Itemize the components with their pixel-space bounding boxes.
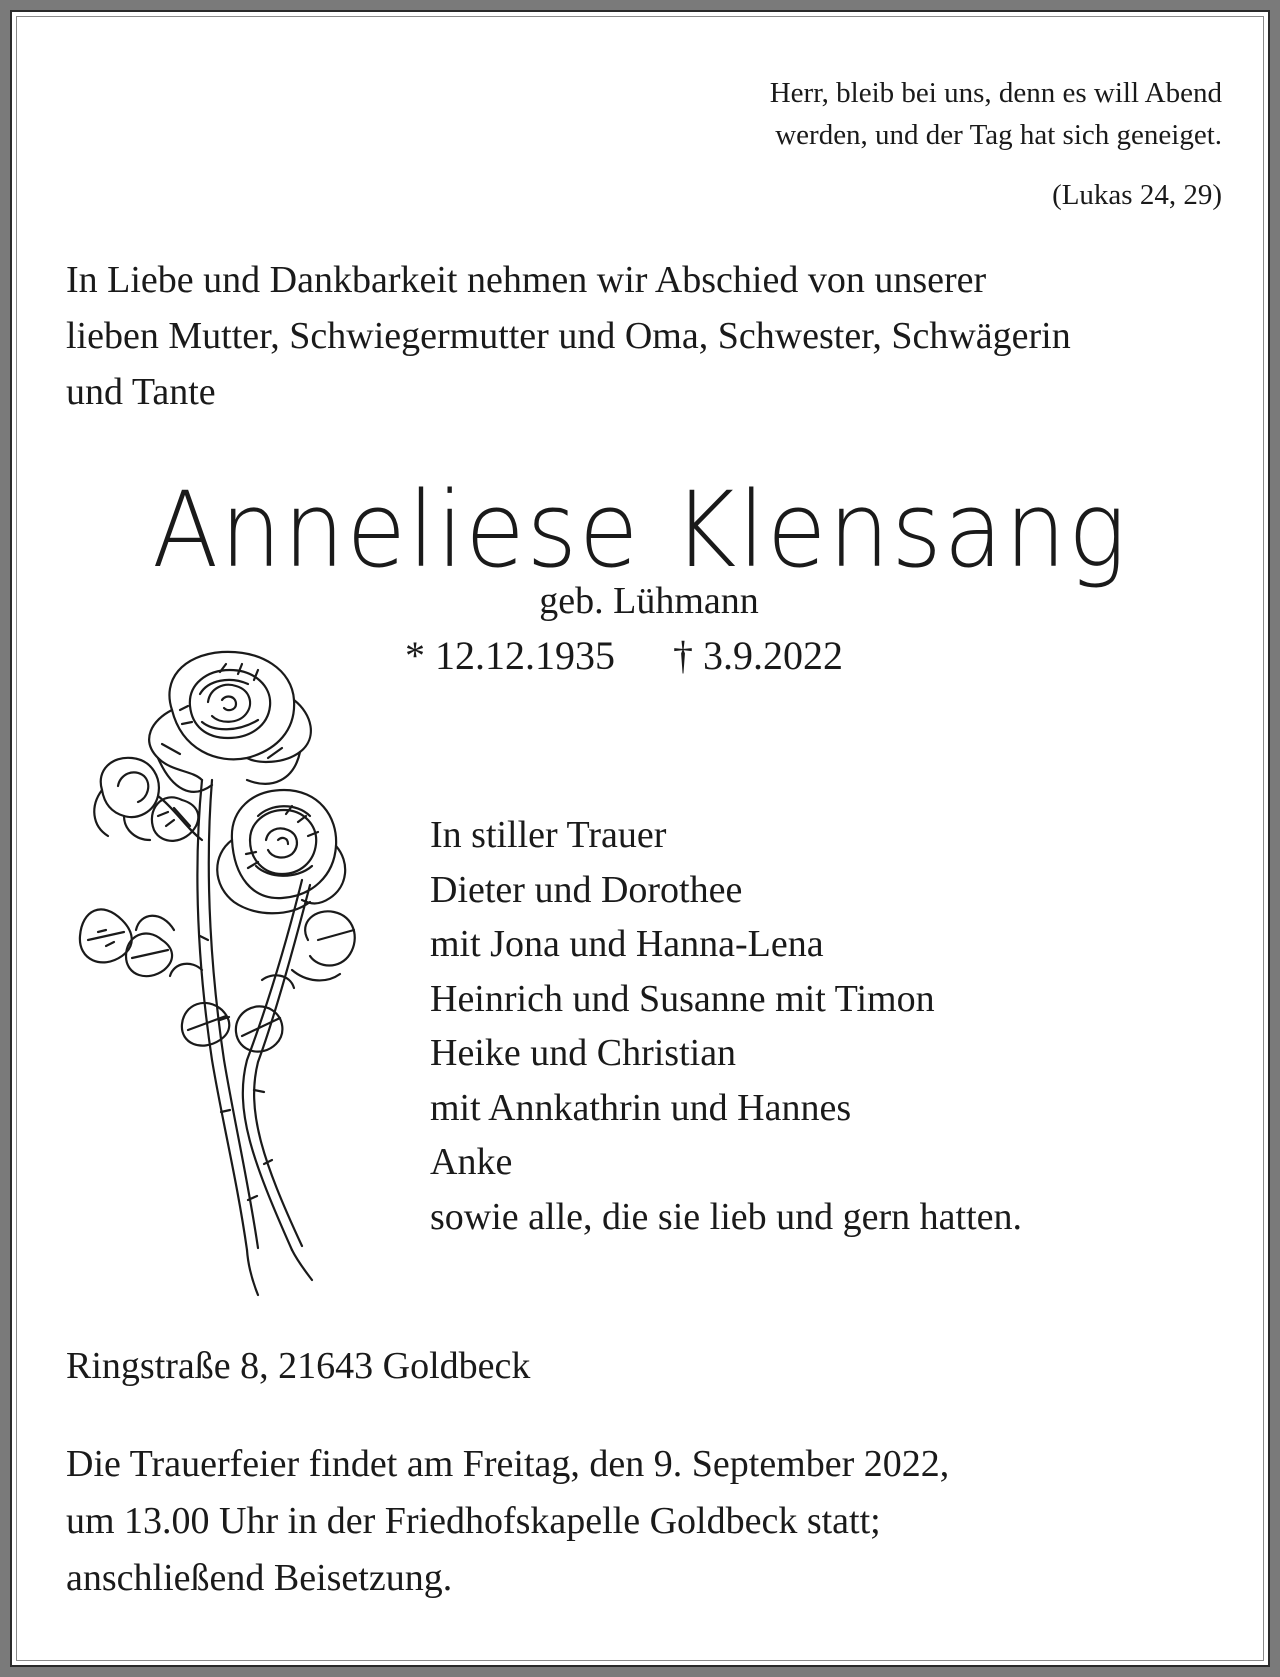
birth-date: * 12.12.1935 (405, 633, 615, 678)
intro-line: lieben Mutter, Schwiegermutter und Oma, Schwester, Schwägerin (66, 315, 1071, 357)
mourners-list (430, 808, 1022, 1244)
deceased-name: Anneliese Klensang (152, 469, 1128, 591)
verse-reference: (Lukas 24, 29) (1052, 179, 1222, 211)
mourner-line: Anke (430, 1141, 513, 1183)
address: Ringstraße 8, 21643 Goldbeck (66, 1345, 531, 1387)
service-line: um 13.00 Uhr in der Friedhofskapelle Goldbeck statt; (66, 1500, 881, 1542)
mourner-line: In stiller Trauer (430, 814, 667, 856)
death-date: † 3.9.2022 (673, 633, 843, 678)
maiden-name: geb. Lühmann (539, 580, 759, 622)
intro-line: In Liebe und Dankbarkeit nehmen wir Abschied von unserer (66, 259, 987, 301)
service-line: anschließend Beisetzung. (66, 1557, 453, 1599)
verse-line: werden, und der Tag hat sich geneiget. (775, 119, 1222, 151)
intro-text (66, 252, 1246, 420)
intro-line: und Tante (66, 371, 216, 413)
verse-line: Herr, bleib bei uns, denn es will Abend (769, 77, 1222, 109)
mourner-line: mit Jona und Hanna-Lena (430, 923, 824, 965)
service-line: Die Trauerfeier findet am Freitag, den 9. September 2022, (66, 1443, 950, 1485)
mourner-line: Heinrich und Susanne mit Timon (430, 977, 935, 1020)
life-dates (405, 630, 843, 682)
mourner-line: mit Annkathrin und Hannes (430, 1086, 852, 1129)
bible-verse (662, 72, 1222, 156)
mourner-line: sowie alle, die sie lieb und gern hatten. (430, 1195, 1022, 1238)
mourner-line: Heike und Christian (430, 1032, 737, 1074)
rose-illustration-icon (62, 640, 382, 1310)
service-info (66, 1436, 949, 1607)
mourner-line: Dieter und Dorothee (430, 868, 743, 911)
